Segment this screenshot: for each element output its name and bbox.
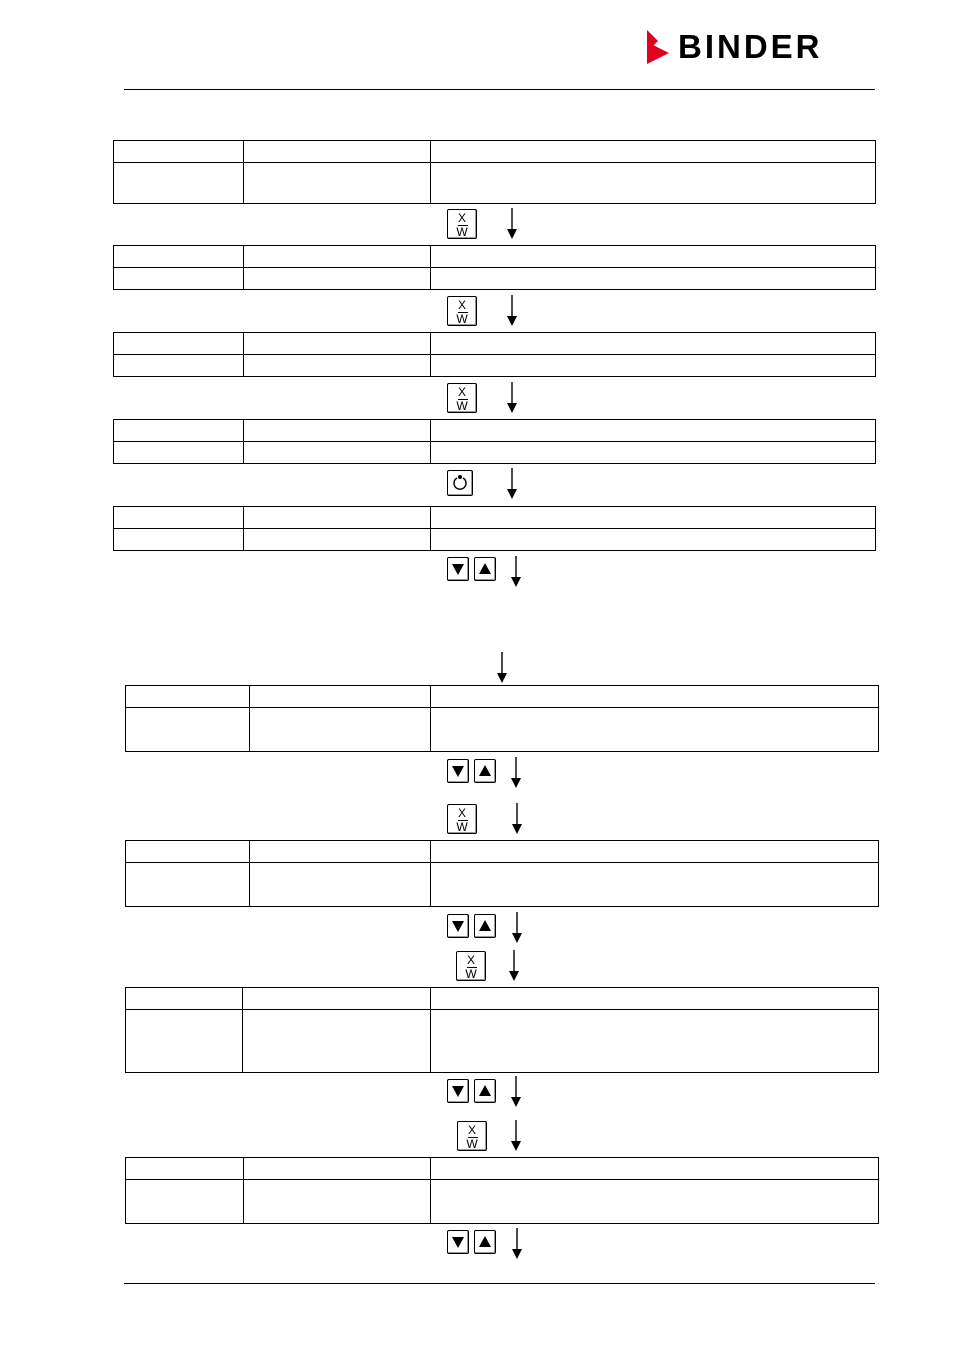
table-cell — [126, 863, 250, 907]
display-table-5 — [113, 506, 876, 551]
arrow-down-key-icon[interactable] — [447, 1079, 469, 1103]
table-cell — [114, 442, 244, 464]
table-cell — [250, 841, 431, 863]
table-cell — [244, 507, 431, 529]
display-table-2 — [113, 245, 876, 290]
table-cell — [431, 708, 879, 752]
table-cell — [431, 988, 879, 1010]
flow-down-arrow-icon — [506, 295, 518, 327]
flow-down-arrow-icon — [506, 382, 518, 414]
xw-key-icon[interactable]: X W — [447, 804, 477, 834]
flow-down-arrow-icon — [496, 652, 508, 684]
table-cell — [126, 686, 250, 708]
table-cell — [431, 1158, 879, 1180]
arrow-down-key-icon[interactable] — [447, 557, 469, 581]
table-cell — [243, 988, 431, 1010]
display-table-9 — [125, 1157, 879, 1224]
table-cell — [114, 163, 244, 204]
display-table-7 — [125, 840, 879, 907]
xw-key-icon[interactable]: X W — [457, 1121, 487, 1151]
brand-name: BINDER — [678, 28, 823, 65]
xw-key-icon[interactable]: X W — [447, 383, 477, 413]
arrow-up-key-icon[interactable] — [474, 759, 496, 783]
table-cell — [114, 333, 244, 355]
table-cell — [244, 333, 431, 355]
xw-key-icon[interactable]: X W — [456, 951, 486, 981]
arrow-down-key-icon[interactable] — [447, 1230, 469, 1254]
table-cell — [114, 246, 244, 268]
table-cell — [431, 507, 876, 529]
table-cell — [431, 420, 876, 442]
flow-down-arrow-icon — [510, 757, 522, 789]
table-cell — [431, 333, 876, 355]
arrow-up-key-icon[interactable] — [474, 914, 496, 938]
arrow-down-key-icon[interactable] — [447, 759, 469, 783]
display-table-8 — [125, 987, 879, 1073]
table-cell — [244, 442, 431, 464]
table-cell — [431, 841, 879, 863]
table-cell — [244, 420, 431, 442]
table-cell — [244, 163, 431, 204]
flow-down-arrow-icon — [511, 912, 523, 944]
table-cell — [114, 507, 244, 529]
table-cell — [126, 1158, 244, 1180]
display-table-3 — [113, 332, 876, 377]
table-cell — [431, 141, 876, 163]
table-cell — [114, 268, 244, 290]
table-cell — [244, 1180, 431, 1224]
header-rule — [124, 89, 875, 90]
table-cell — [126, 1180, 244, 1224]
table-cell — [126, 841, 250, 863]
flow-down-arrow-icon — [511, 1228, 523, 1260]
arrow-up-key-icon[interactable] — [474, 1079, 496, 1103]
flow-down-arrow-icon — [510, 556, 522, 588]
display-table-1 — [113, 140, 876, 204]
table-cell — [114, 355, 244, 377]
table-cell — [244, 141, 431, 163]
program-key-icon[interactable] — [447, 470, 473, 496]
xw-key-icon[interactable]: X W — [447, 296, 477, 326]
flow-down-arrow-icon — [508, 950, 520, 982]
table-cell — [243, 1010, 431, 1073]
binder-logo-icon — [645, 30, 669, 64]
table-cell — [126, 1010, 243, 1073]
table-cell — [244, 268, 431, 290]
table-cell — [431, 246, 876, 268]
arrow-up-key-icon[interactable] — [474, 1230, 496, 1254]
table-cell — [431, 1010, 879, 1073]
table-cell — [431, 1180, 879, 1224]
table-cell — [244, 246, 431, 268]
table-cell — [126, 988, 243, 1010]
flow-down-arrow-icon — [510, 1120, 522, 1152]
display-table-4 — [113, 419, 876, 464]
table-cell — [114, 141, 244, 163]
display-table-6 — [125, 685, 879, 752]
table-cell — [431, 686, 879, 708]
table-cell — [250, 686, 431, 708]
arrow-up-key-icon[interactable] — [474, 557, 496, 581]
flow-down-arrow-icon — [506, 208, 518, 240]
footer-rule — [124, 1283, 875, 1284]
table-cell — [114, 420, 244, 442]
table-cell — [431, 268, 876, 290]
table-cell — [431, 863, 879, 907]
flow-down-arrow-icon — [506, 468, 518, 500]
table-cell — [250, 863, 431, 907]
table-cell — [431, 355, 876, 377]
table-cell — [114, 529, 244, 551]
table-cell — [431, 442, 876, 464]
table-cell — [431, 529, 876, 551]
table-cell — [431, 163, 876, 204]
xw-key-icon[interactable]: X W — [447, 209, 477, 239]
flow-down-arrow-icon — [510, 1076, 522, 1108]
table-cell — [244, 355, 431, 377]
table-cell — [244, 529, 431, 551]
table-cell — [250, 708, 431, 752]
table-cell — [244, 1158, 431, 1180]
arrow-down-key-icon[interactable] — [447, 914, 469, 938]
table-cell — [126, 708, 250, 752]
flow-down-arrow-icon — [511, 803, 523, 835]
